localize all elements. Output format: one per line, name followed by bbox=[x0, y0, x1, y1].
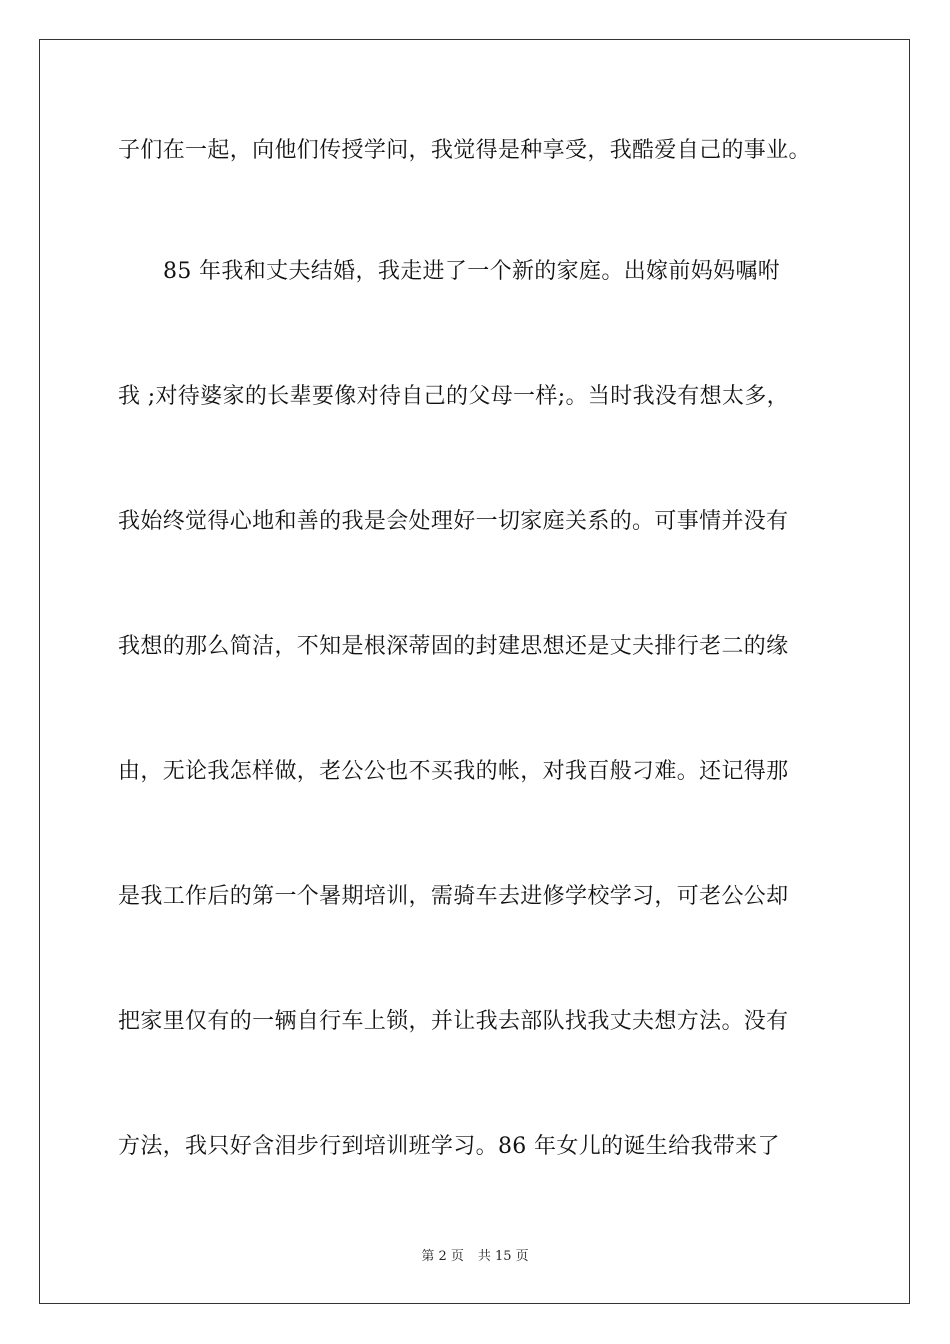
page-footer bbox=[0, 1248, 950, 1266]
page-total: 共 15 页 bbox=[477, 1249, 529, 1264]
paragraph-line: 85 年我和丈夫结婚，我走进了一个新的家庭。出嫁前妈妈嘱咐 bbox=[163, 259, 781, 284]
paragraph-line: 是我工作后的第一个暑期培训，需骑车去进修学校学习，可老公公却 bbox=[118, 884, 789, 909]
paragraph-line: 我想的那么简洁，不知是根深蒂固的封建思想还是丈夫排行老二的缘 bbox=[118, 634, 789, 659]
paragraph-line: 方法，我只好含泪步行到培训班学习。86 年女儿的诞生给我带来了 bbox=[118, 1134, 780, 1159]
paragraph-line: 子们在一起，向他们传授学问，我觉得是种享受，我酷爱自己的事业。 bbox=[118, 138, 811, 163]
paragraph-line: 我始终觉得心地和善的我是会处理好一切家庭关系的。可事情并没有 bbox=[118, 509, 789, 534]
paragraph-line: 我 ;对待婆家的长辈要像对待自己的父母一样;。当时我没有想太多， bbox=[118, 384, 790, 409]
paragraph-line: 由，无论我怎样做，老公公也不买我的帐，对我百般刁难。还记得那 bbox=[118, 759, 789, 784]
page-number: 第 2 页 bbox=[421, 1249, 464, 1264]
paragraph-line: 把家里仅有的一辆自行车上锁，并让我去部队找我丈夫想方法。没有 bbox=[118, 1009, 789, 1034]
page-border bbox=[39, 39, 910, 1304]
